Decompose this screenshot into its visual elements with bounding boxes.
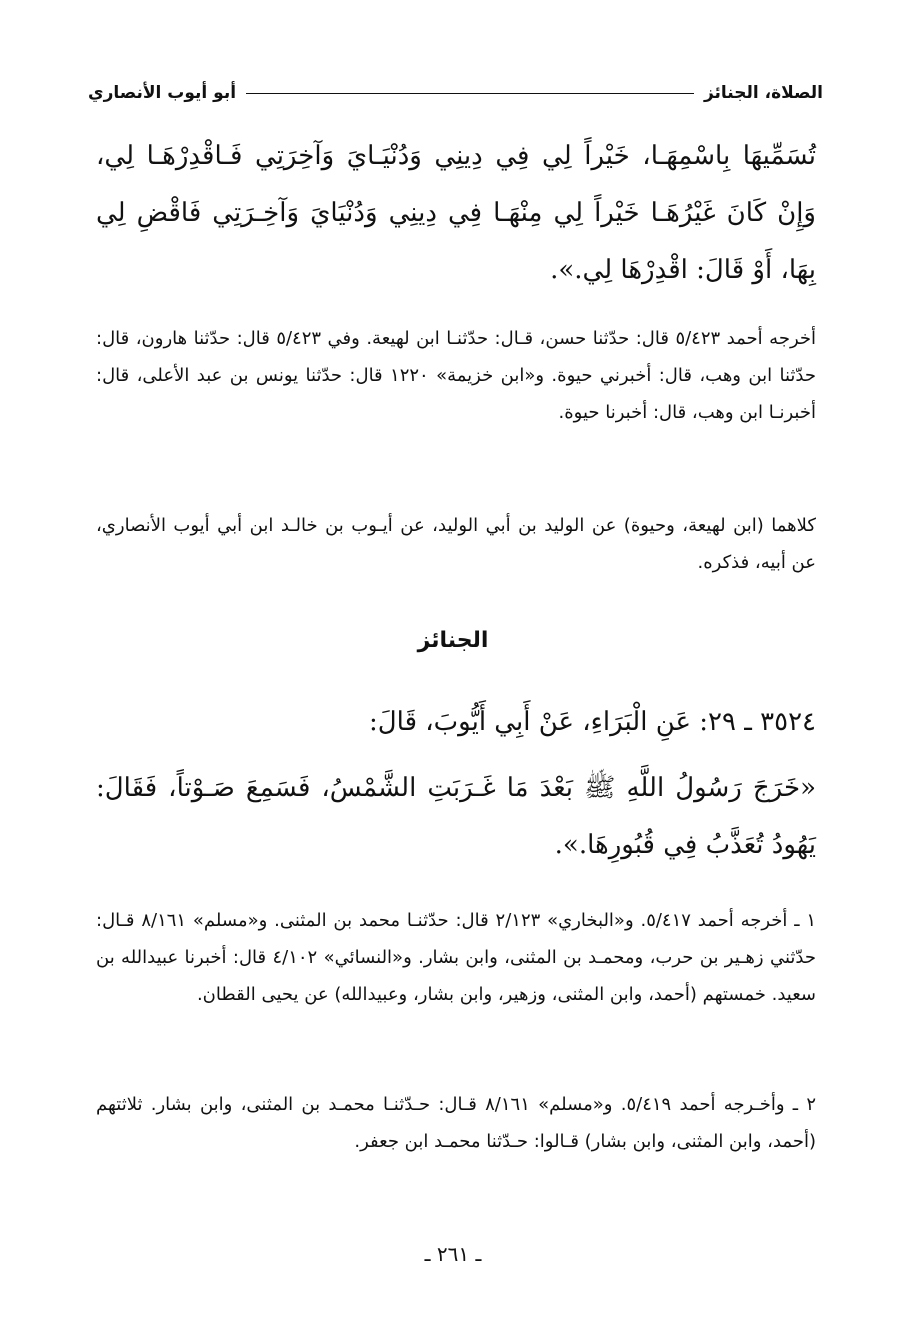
- hadith-number-line: ٣٥٢٤ ـ ٢٩: عَنِ الْبَرَاءِ، عَنْ أَبِي أَيُّوبَ، قَالَ:: [369, 707, 816, 737]
- hadith-text-continuation: تُسَمِّيهَا بِاسْمِهَـا، خَيْراً لِي فِي دِينِي وَدُنْيَـايَ وَآخِرَتِي فَـاقْدِرْهَـا لِي، وَإِنْ كَانَ غَيْرُهَـا خَيْراً لِي مِنْهَـا فِي دِينِي وَدُنْيَايَ وَآخِـرَتِي فَاقْضِ لِي بِهَا، أَوْ قَالَ: اقْدِرْهَا لِي.».: [96, 141, 816, 285]
- page-number: ـ ٢٦١ ـ: [424, 1242, 482, 1266]
- hadith-text: «خَرَجَ رَسُولُ اللَّهِ ﷺ بَعْدَ مَا غَـرَبَتِ الشَّمْسُ، فَسَمِعَ صَـوْتاً، فَقَالَ: يَهُودُ تُعَذَّبُ فِي قُبُورِهَا.».: [96, 773, 816, 860]
- running-header: [88, 78, 823, 108]
- takhrij-paragraph-3: ١ ـ أخرجه أحمد ٥/٤١٧. و«البخاري» ٢/١٢٣ قال: حدّثنـا محمد بن المثنى. و«مسلم» ٨/١٦١ قـال: حدّثني زهـير بن حرب، ومحمـد بن المثنى، وابن بشار. و«النسائي» ٤/١٠٢ قال: أخبرنا عبيدالله بن سعيد. خمستهم (أحمد، وابن المثنى، وزهير، وابن بشار، وعبيدالله) عن يحيى القطان.: [96, 910, 816, 1005]
- takhrij-paragraph-4: ٢ ـ وأخـرجه أحمد ٥/٤١٩. و«مسلم» ٨/١٦١ قـال: حـدّثنـا محمـد بن المثنى، وابن بشار. ثلاثتهم (أحمد، وابن المثنى، وابن بشار) قـالوا: حـدّثنا محمـد ابن جعفر.: [96, 1094, 816, 1152]
- header-rule: [246, 93, 694, 94]
- takhrij-paragraph-1: أخرجه أحمد ٥/٤٢٣ قال: حدّثنا حسن، قـال: حدّثنـا ابن لهيعة. وفي ٥/٤٢٣ قال: حدّثنا هارون، قال: حدّثنا ابن وهب، قال: أخبرني حيوة. و«ابن خزيمة» ١٢٢٠ قال: حدّثنا يونس بن عبد الأعلى، قال: أخبرنـا ابن وهب، قال: أخبرنا حيوة.: [96, 328, 816, 423]
- section-title: الجنائز: [417, 628, 489, 653]
- header-narrator-name: أبو أيوب الأنصاري: [88, 83, 237, 103]
- takhrij-paragraph-2: كلاهما (ابن لهيعة، وحيوة) عن الوليد بن أبي الوليد، عن أيـوب بن خالـد ابن أبي أيوب الأنصاري، عن أبيه، فذكره.: [96, 515, 816, 573]
- header-chapter-title: الصلاة، الجنائز: [703, 83, 823, 103]
